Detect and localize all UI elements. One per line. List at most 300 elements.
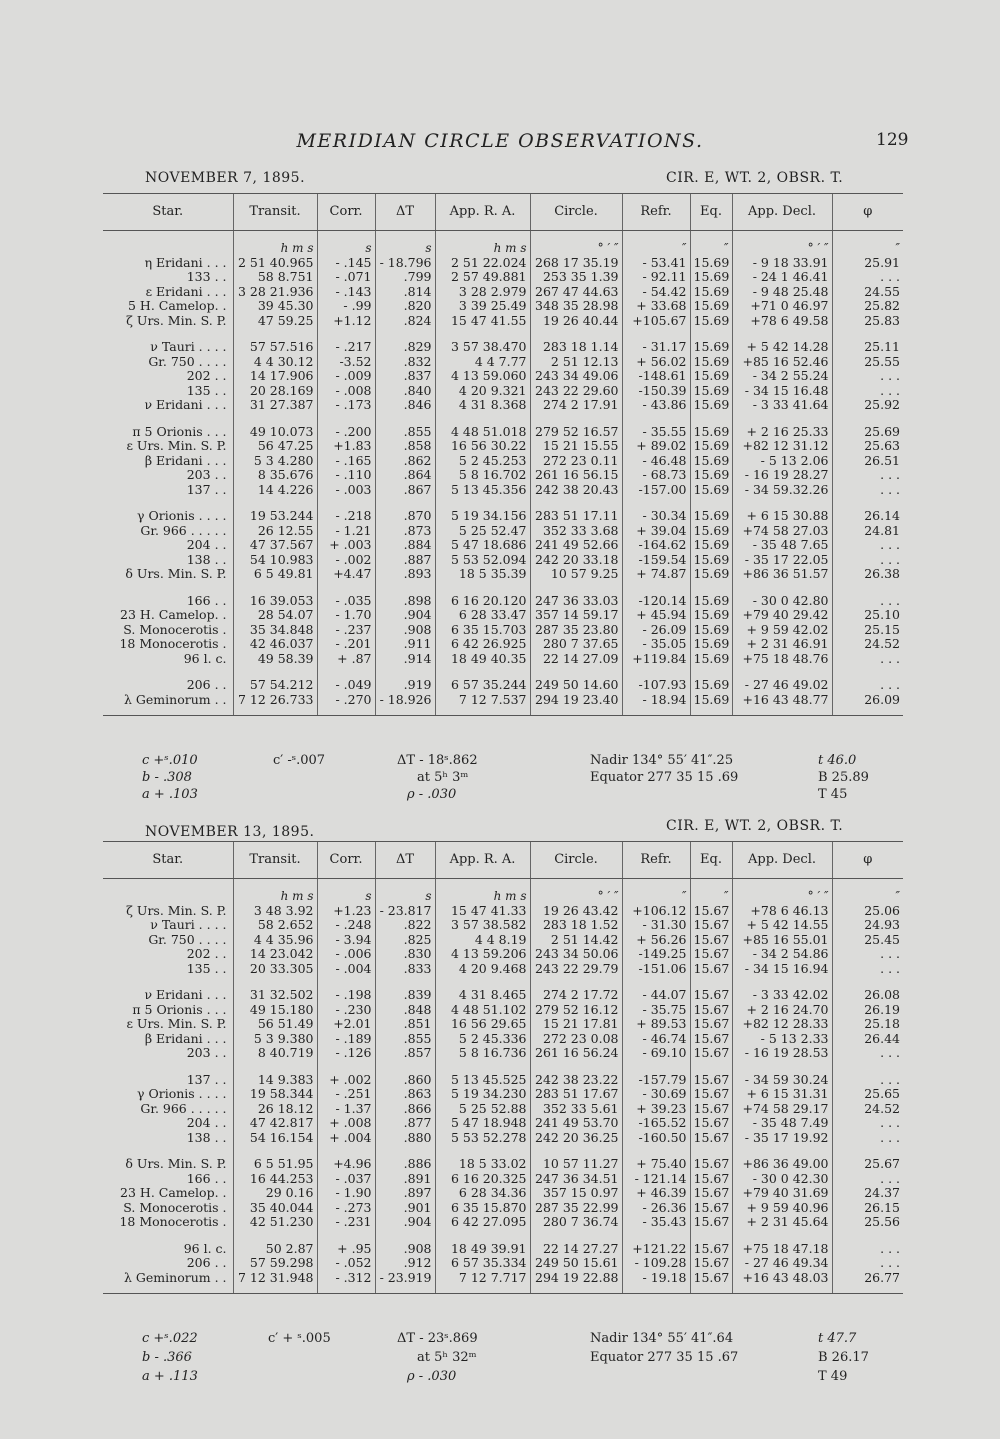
- cell-app-decl: - 16 19 28.53: [732, 1046, 832, 1061]
- cell-refr: -164.62: [622, 538, 690, 553]
- cell-transit: 57 54.212: [233, 666, 317, 693]
- cell-transit: 3 48 3.92: [233, 904, 317, 919]
- cell-app-ra: 4 13 59.206: [435, 947, 530, 962]
- cell-phi: 24.93: [832, 918, 903, 933]
- cell-delta-t: .855: [375, 1032, 435, 1047]
- cell-eq: 15.69: [690, 369, 732, 384]
- footer-equator: Equator 277 35 15 .69: [590, 770, 739, 785]
- cell-corr: +1.12: [317, 314, 375, 329]
- unit-star: [103, 231, 233, 256]
- cell-refr: - 35.55: [622, 413, 690, 440]
- cell-delta-t: .870: [375, 497, 435, 524]
- cell-corr: - .198: [317, 976, 375, 1003]
- cell-app-decl: - 34 59.32.26: [732, 483, 832, 498]
- cell-phi: . . .: [832, 666, 903, 693]
- cell-refr: + 56.02: [622, 355, 690, 370]
- footer-B: B 25.89: [818, 770, 869, 785]
- cell-star: 206 . .: [186, 1256, 227, 1270]
- cell-app-ra: 5 8 16.702: [435, 468, 530, 483]
- cell-circle: 272 23 0.11: [530, 454, 622, 469]
- column-header-refr: Refr.: [622, 194, 690, 231]
- table-row: [103, 976, 903, 1003]
- page-number: 129: [876, 130, 909, 150]
- cell-app-decl: - 16 19 28.27: [732, 468, 832, 483]
- cell-delta-t: .893: [375, 567, 435, 582]
- cell-star: 202 . .: [186, 947, 227, 961]
- cell-app-ra: 4 20 9.468: [435, 962, 530, 977]
- cell-corr: - .052: [317, 1256, 375, 1271]
- cell-refr: - 19.18: [622, 1271, 690, 1294]
- cell-transit: 58 8.751: [233, 270, 317, 285]
- cell-delta-t: .904: [375, 1215, 435, 1230]
- cell-eq: 15.67: [690, 1256, 732, 1271]
- cell-eq: 15.69: [690, 398, 732, 413]
- table-row: [103, 328, 903, 355]
- cell-corr: - .217: [317, 328, 375, 355]
- cell-app-ra: 5 13 45.525: [435, 1061, 530, 1088]
- cell-app-decl: - 35 17 19.92: [732, 1131, 832, 1146]
- cell-transit: 14 4.226: [233, 483, 317, 498]
- cell-phi: . . .: [832, 1230, 903, 1257]
- cell-delta-t: - 23.817: [375, 904, 435, 919]
- table-row: [103, 439, 903, 454]
- cell-refr: + 89.02: [622, 439, 690, 454]
- column-header-star: Star.: [103, 842, 233, 879]
- cell-circle: 2 51 14.42: [530, 933, 622, 948]
- cell-phi: 24.52: [832, 1102, 903, 1117]
- cell-corr: - .218: [317, 497, 375, 524]
- cell-refr: - 35.75: [622, 1003, 690, 1018]
- cell-eq: 15.67: [690, 1003, 732, 1018]
- cell-eq: 15.67: [690, 1172, 732, 1187]
- cell-star: γ Orionis . . . .: [137, 1087, 227, 1101]
- cell-phi: 25.65: [832, 1087, 903, 1102]
- column-header-app-ra: App. R. A.: [435, 842, 530, 879]
- table-row: [103, 693, 903, 716]
- cell-star: 133 . .: [186, 270, 227, 284]
- column-header-circle: Circle.: [530, 194, 622, 231]
- footer-nadir: Nadir 134° 55′ 41″.25: [590, 753, 734, 768]
- cell-transit: 16 39.053: [233, 582, 317, 609]
- cell-app-decl: +79 40 31.69: [732, 1186, 832, 1201]
- cell-app-decl: +79 40 29.42: [732, 608, 832, 623]
- table-row: [103, 497, 903, 524]
- cell-eq: 15.67: [690, 918, 732, 933]
- cell-refr: +119.84: [622, 652, 690, 667]
- cell-delta-t: .901: [375, 1201, 435, 1216]
- table-row: [103, 608, 903, 623]
- column-header-circle: Circle.: [530, 842, 622, 879]
- cell-star: 96 l. c.: [183, 1240, 227, 1256]
- cell-eq: 15.69: [690, 693, 732, 716]
- column-header-star: Star.: [103, 194, 233, 231]
- cell-circle: 241 49 52.66: [530, 538, 622, 553]
- table-row: [103, 666, 903, 693]
- cell-app-ra: 6 35 15.870: [435, 1201, 530, 1216]
- cell-app-decl: +85 16 52.46: [732, 355, 832, 370]
- unit-app-ra: h m s: [435, 231, 530, 256]
- table-row: [103, 933, 903, 948]
- cell-corr: - .201: [317, 637, 375, 652]
- cell-circle: 19 26 43.42: [530, 904, 622, 919]
- cell-star: 23 H. Camelop. .: [120, 1186, 227, 1200]
- cell-refr: +121.22: [622, 1230, 690, 1257]
- cell-delta-t: .898: [375, 582, 435, 609]
- cell-delta-t: .832: [375, 355, 435, 370]
- cell-app-ra: 18 49 39.91: [435, 1230, 530, 1257]
- cell-star: 204 . .: [186, 1116, 227, 1130]
- table-row: [103, 1186, 903, 1201]
- cell-refr: - 46.48: [622, 454, 690, 469]
- cell-app-ra: 5 8 16.736: [435, 1046, 530, 1061]
- cell-circle: 294 19 22.88: [530, 1271, 622, 1294]
- cell-refr: - 44.07: [622, 976, 690, 1003]
- cell-app-decl: - 30 0 42.30: [732, 1172, 832, 1187]
- cell-star: ν Eridani . . .: [144, 987, 227, 1002]
- cell-star: λ Geminorum . .: [103, 693, 233, 716]
- cell-transit: 3 28 21.936: [233, 285, 317, 300]
- cell-app-decl: +86 36 51.57: [732, 567, 832, 582]
- cell-corr: + .004: [317, 1131, 375, 1146]
- cell-star: 206 . .: [186, 677, 227, 692]
- cell-app-ra: 6 35 15.703: [435, 623, 530, 638]
- cell-app-ra: 3 39 25.49: [435, 299, 530, 314]
- cell-corr: - 3.94: [317, 933, 375, 948]
- footer-delta-t: ΔT - 23ˢ.869: [397, 1331, 478, 1346]
- table-row: [103, 1230, 903, 1257]
- cell-transit: 47 42.817: [233, 1116, 317, 1131]
- cell-eq: 15.67: [690, 1186, 732, 1201]
- cell-app-decl: +82 12 31.12: [732, 439, 832, 454]
- cell-refr: - 26.09: [622, 623, 690, 638]
- cell-star: Gr. 966 . . . . .: [140, 523, 227, 538]
- footer-t: t 46.0: [818, 753, 857, 768]
- cell-transit: 19 53.244: [233, 497, 317, 524]
- cell-app-decl: - 24 1 46.41: [732, 270, 832, 285]
- cell-eq: 15.67: [690, 1215, 732, 1230]
- cell-refr: + 46.39: [622, 1186, 690, 1201]
- cell-refr: + 39.23: [622, 1102, 690, 1117]
- cell-phi: . . .: [832, 947, 903, 962]
- cell-circle: 352 33 3.68: [530, 524, 622, 539]
- cell-app-ra: 4 31 8.465: [435, 976, 530, 1003]
- cell-app-decl: +16 43 48.03: [732, 1271, 832, 1294]
- cell-corr: + .003: [317, 538, 375, 553]
- cell-delta-t: .858: [375, 439, 435, 454]
- cell-corr: - .248: [317, 918, 375, 933]
- column-header-transit: Transit.: [233, 842, 317, 879]
- cell-refr: - 68.73: [622, 468, 690, 483]
- cell-phi: . . .: [832, 270, 903, 285]
- cell-circle: 274 2 17.91: [530, 398, 622, 413]
- cell-phi: 25.63: [832, 439, 903, 454]
- cell-delta-t: .846: [375, 398, 435, 413]
- cell-delta-t: .919: [375, 666, 435, 693]
- table-row: [103, 1102, 903, 1117]
- cell-app-decl: + 6 15 31.31: [732, 1087, 832, 1102]
- column-header-eq: Eq.: [690, 194, 732, 231]
- table-row: [103, 524, 903, 539]
- footer-T: T 45: [818, 787, 848, 802]
- cell-refr: +106.12: [622, 904, 690, 919]
- cell-app-decl: - 34 15 16.94: [732, 962, 832, 977]
- cell-star: δ Urs. Min. S. P.: [125, 1156, 227, 1171]
- cell-eq: 15.69: [690, 623, 732, 638]
- table-row: [103, 398, 903, 413]
- cell-star: 138 . .: [186, 552, 227, 567]
- cell-app-ra: 4 31 8.368: [435, 398, 530, 413]
- cell-delta-t: .897: [375, 1186, 435, 1201]
- cell-app-decl: - 5 13 2.33: [732, 1032, 832, 1047]
- cell-app-decl: - 35 48 7.65: [732, 538, 832, 553]
- cell-eq: 15.69: [690, 314, 732, 329]
- cell-app-ra: 7 12 7.717: [435, 1271, 530, 1294]
- cell-delta-t: .867: [375, 483, 435, 498]
- cell-refr: - 18.94: [622, 693, 690, 716]
- cell-app-decl: + 5 42 14.28: [732, 328, 832, 355]
- cell-app-decl: - 35 17 22.05: [732, 553, 832, 568]
- units-row: [103, 879, 903, 904]
- cell-eq: 15.69: [690, 270, 732, 285]
- cell-eq: 15.67: [690, 1230, 732, 1257]
- table-row: [103, 1061, 903, 1088]
- cell-star: ν Tauri . . . .: [150, 339, 227, 354]
- cell-delta-t: .855: [375, 413, 435, 440]
- cell-app-decl: - 34 2 54.86: [732, 947, 832, 962]
- footer-equator: Equator 277 35 15 .67: [590, 1350, 739, 1365]
- cell-phi: 25.06: [832, 904, 903, 919]
- unit-corr: s: [317, 231, 375, 256]
- section-instrument: CIR. E, WT. 2, OBSR. T.: [666, 170, 844, 186]
- cell-app-ra: 3 57 38.470: [435, 328, 530, 355]
- cell-transit: 20 28.169: [233, 384, 317, 399]
- cell-eq: 15.69: [690, 299, 732, 314]
- cell-refr: -120.14: [622, 582, 690, 609]
- cell-circle: 283 18 1.52: [530, 918, 622, 933]
- table-row: [103, 1256, 903, 1271]
- table-row: [103, 582, 903, 609]
- table-row: [103, 1131, 903, 1146]
- cell-circle: 352 33 5.61: [530, 1102, 622, 1117]
- cell-transit: 35 40.044: [233, 1201, 317, 1216]
- cell-eq: 15.67: [690, 1046, 732, 1061]
- cell-phi: . . .: [832, 538, 903, 553]
- cell-circle: 283 51 17.67: [530, 1087, 622, 1102]
- footer-rho: ρ - .030: [407, 787, 457, 802]
- cell-corr: - .003: [317, 483, 375, 498]
- footer-at: at 5ʰ 3ᵐ: [417, 770, 469, 785]
- cell-circle: 287 35 23.80: [530, 623, 622, 638]
- cell-phi: 24.81: [832, 524, 903, 539]
- cell-delta-t: .830: [375, 947, 435, 962]
- table-row: [103, 270, 903, 285]
- cell-circle: 348 35 28.98: [530, 299, 622, 314]
- cell-refr: + 39.04: [622, 524, 690, 539]
- cell-corr: - 1.70: [317, 608, 375, 623]
- footer-B: B 26.17: [818, 1350, 869, 1365]
- cell-refr: - 121.14: [622, 1172, 690, 1187]
- cell-corr: - .165: [317, 454, 375, 469]
- cell-app-ra: 18 5 33.02: [435, 1145, 530, 1172]
- cell-transit: 6 5 51.95: [233, 1145, 317, 1172]
- cell-star: Gr. 750 . . . .: [148, 354, 227, 369]
- cell-star: ζ Urs. Min. S. P.: [126, 903, 227, 918]
- cell-eq: 15.69: [690, 355, 732, 370]
- cell-corr: - .009: [317, 369, 375, 384]
- cell-phi: 26.77: [832, 1271, 903, 1294]
- cell-circle: 243 22 29.60: [530, 384, 622, 399]
- cell-transit: 14 17.906: [233, 369, 317, 384]
- cell-circle: 272 23 0.08: [530, 1032, 622, 1047]
- cell-corr: - .200: [317, 413, 375, 440]
- cell-app-decl: - 35 48 7.49: [732, 1116, 832, 1131]
- cell-refr: - 26.36: [622, 1201, 690, 1216]
- cell-refr: - 30.34: [622, 497, 690, 524]
- cell-circle: 243 34 49.06: [530, 369, 622, 384]
- cell-corr: - .143: [317, 285, 375, 300]
- cell-refr: -150.39: [622, 384, 690, 399]
- cell-transit: 7 12 31.948: [233, 1271, 317, 1294]
- cell-star: S. Monocerotis .: [123, 1200, 227, 1215]
- cell-phi: . . .: [832, 1172, 903, 1187]
- cell-refr: + 33.68: [622, 299, 690, 314]
- cell-transit: 5 3 9.380: [233, 1032, 317, 1047]
- column-header-phi: φ: [832, 842, 903, 879]
- table-row: [103, 1116, 903, 1131]
- cell-app-ra: 5 19 34.156: [435, 497, 530, 524]
- cell-phi: 25.45: [832, 933, 903, 948]
- cell-phi: . . .: [832, 384, 903, 399]
- footer-at: at 5ʰ 32ᵐ: [417, 1350, 477, 1365]
- cell-refr: + 56.26: [622, 933, 690, 948]
- cell-circle: 357 15 0.97: [530, 1186, 622, 1201]
- cell-delta-t: .857: [375, 1046, 435, 1061]
- cell-corr: + .002: [317, 1061, 375, 1088]
- cell-star: λ Geminorum . .: [103, 1271, 233, 1294]
- cell-eq: 15.69: [690, 608, 732, 623]
- cell-corr: - .251: [317, 1087, 375, 1102]
- cell-refr: + 74.87: [622, 567, 690, 582]
- cell-star: π 5 Orionis . . .: [132, 1002, 227, 1017]
- cell-delta-t: .833: [375, 962, 435, 977]
- cell-app-decl: + 9 59 42.02: [732, 623, 832, 638]
- cell-app-decl: + 2 16 24.70: [732, 1003, 832, 1018]
- cell-star: 18 Monocerotis .: [119, 637, 227, 651]
- cell-refr: - 31.17: [622, 328, 690, 355]
- cell-app-decl: - 27 46 49.34: [732, 1256, 832, 1271]
- cell-refr: - 53.41: [622, 256, 690, 271]
- cell-circle: 241 49 53.70: [530, 1116, 622, 1131]
- cell-refr: -165.52: [622, 1116, 690, 1131]
- footer-b: b - .366: [142, 1350, 192, 1365]
- cell-refr: - 69.10: [622, 1046, 690, 1061]
- cell-corr: - .273: [317, 1201, 375, 1216]
- cell-app-ra: 3 57 38.582: [435, 918, 530, 933]
- cell-delta-t: - 18.796: [375, 256, 435, 271]
- cell-circle: 283 18 1.14: [530, 328, 622, 355]
- cell-app-decl: +82 12 28.33: [732, 1017, 832, 1032]
- cell-corr: - .049: [317, 666, 375, 693]
- cell-transit: 56 51.49: [233, 1017, 317, 1032]
- cell-circle: 247 36 33.03: [530, 582, 622, 609]
- cell-app-ra: 2 57 49.881: [435, 270, 530, 285]
- unit-app-decl: ° ′ ″: [732, 879, 832, 904]
- cell-phi: . . .: [832, 553, 903, 568]
- cell-delta-t: .914: [375, 652, 435, 667]
- table-row: [103, 1046, 903, 1061]
- table-row: [103, 652, 903, 667]
- table-row: [103, 454, 903, 469]
- cell-circle: 249 50 15.61: [530, 1256, 622, 1271]
- cell-phi: 25.91: [832, 256, 903, 271]
- cell-phi: 24.52: [832, 637, 903, 652]
- cell-delta-t: .873: [375, 524, 435, 539]
- cell-transit: 56 47.25: [233, 439, 317, 454]
- table-row: [103, 623, 903, 638]
- cell-phi: . . .: [832, 582, 903, 609]
- cell-circle: 294 19 23.40: [530, 693, 622, 716]
- cell-app-ra: 5 47 18.948: [435, 1116, 530, 1131]
- column-header-app-decl: App. Decl.: [732, 194, 832, 231]
- cell-delta-t: .863: [375, 1087, 435, 1102]
- cell-corr: - .189: [317, 1032, 375, 1047]
- cell-app-ra: 5 53 52.278: [435, 1131, 530, 1146]
- cell-app-ra: 6 16 20.325: [435, 1172, 530, 1187]
- cell-corr: - .002: [317, 553, 375, 568]
- table-row: [103, 538, 903, 553]
- cell-delta-t: - 18.926: [375, 693, 435, 716]
- cell-app-ra: 5 2 45.253: [435, 454, 530, 469]
- footer-delta-t: ΔT - 18ˢ.862: [397, 753, 478, 768]
- cell-delta-t: .820: [375, 299, 435, 314]
- unit-delta-t: s: [375, 231, 435, 256]
- cell-circle: 267 47 44.63: [530, 285, 622, 300]
- footer-a: a + .113: [142, 1369, 198, 1384]
- cell-refr: - 109.28: [622, 1256, 690, 1271]
- cell-app-ra: 4 20 9.321: [435, 384, 530, 399]
- cell-corr: - .145: [317, 256, 375, 271]
- cell-corr: +4.47: [317, 567, 375, 582]
- cell-star: 166 . .: [186, 592, 227, 608]
- cell-star: 137 . .: [186, 1071, 227, 1087]
- cell-eq: 15.67: [690, 1061, 732, 1088]
- cell-app-ra: 6 57 35.244: [435, 666, 530, 693]
- cell-delta-t: .866: [375, 1102, 435, 1117]
- cell-delta-t: .912: [375, 1256, 435, 1271]
- cell-delta-t: .840: [375, 384, 435, 399]
- table-row: [103, 567, 903, 582]
- cell-phi: 26.38: [832, 567, 903, 582]
- cell-refr: -151.06: [622, 962, 690, 977]
- cell-star: 203 . .: [186, 1046, 227, 1060]
- cell-star: ν Tauri . . . .: [150, 918, 227, 932]
- cell-star: 135 . .: [186, 961, 227, 976]
- cell-phi: 24.55: [832, 285, 903, 300]
- cell-app-ra: 6 16 20.120: [435, 582, 530, 609]
- table-row: [103, 299, 903, 314]
- cell-eq: 15.67: [690, 1032, 732, 1047]
- cell-app-ra: 16 56 29.65: [435, 1017, 530, 1032]
- cell-star: S. Monocerotis .: [123, 622, 227, 637]
- cell-eq: 15.69: [690, 553, 732, 568]
- cell-transit: 28 54.07: [233, 608, 317, 623]
- cell-circle: 280 7 37.65: [530, 637, 622, 652]
- cell-app-decl: +78 6 49.58: [732, 314, 832, 329]
- unit-app-decl: ° ′ ″: [732, 231, 832, 256]
- cell-refr: + 45.94: [622, 608, 690, 623]
- cell-corr: - .006: [317, 947, 375, 962]
- page-title: MERIDIAN CIRCLE OBSERVATIONS.: [296, 130, 704, 152]
